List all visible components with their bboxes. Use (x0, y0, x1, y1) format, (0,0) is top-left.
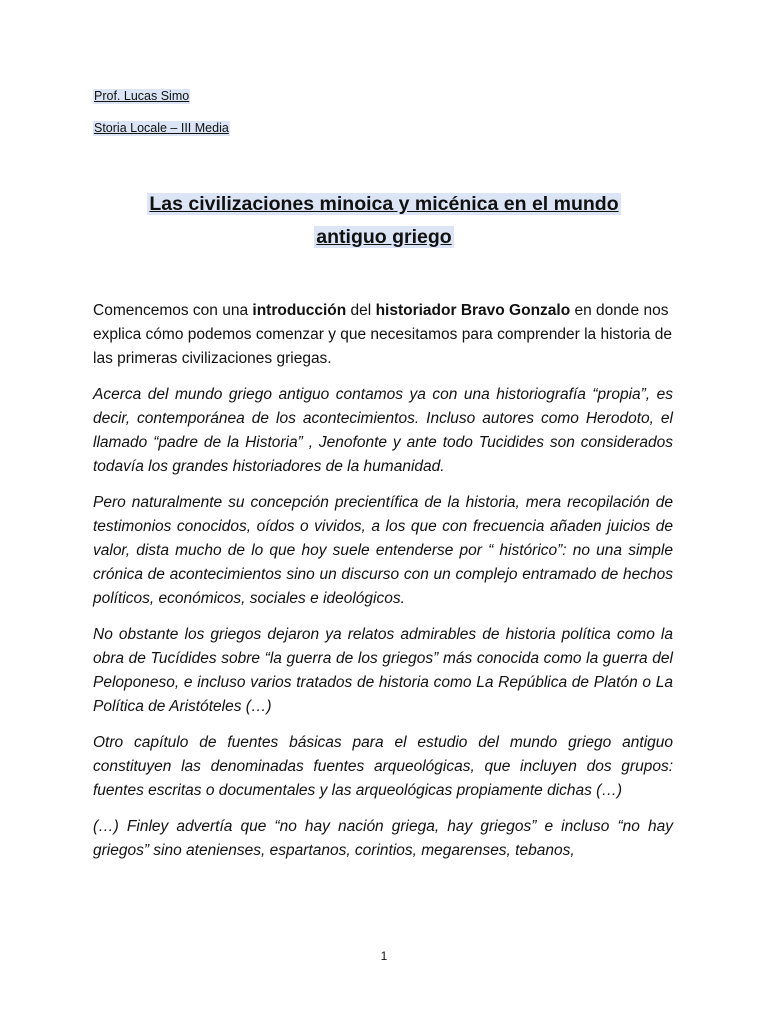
intro-text-2: del (346, 302, 376, 319)
quote-paragraph-4: Otro capítulo de fuentes básicas para el estudio del mundo griego antiguo constituyen las denominadas fuentes arqueológicas, que incluyen dos grupos: fuentes escritas o documentales y las arqueológicas propiamente dichas (…) (93, 734, 673, 799)
course-line: Storia Locale – III Media (94, 121, 229, 135)
title-line-1: Las civilizaciones minoica y micénica en el mundo (149, 193, 619, 215)
quote-paragraph-2: Pero naturalmente su concepción precientífica de la historia, mera recopilación de testimonios conocidos, oídos o vividos, a los que con frecuencia añaden juicios de valor, dista mucho de lo que hoy suele entenderse por “ histórico”: no una simple crónica de acontecimientos sino un discurso con un complejo entramado de hechos políticos, económicos, sociales e ideológicos. (93, 494, 673, 607)
intro-paragraph (93, 299, 673, 371)
title-line-2: antiguo griego (316, 226, 452, 248)
author-line: Prof. Lucas Simo (94, 89, 190, 103)
quote-paragraph-3: No obstante los griegos dejaron ya relatos admirables de historia política como la obra de Tucídides sobre “la guerra de los griegos” más conocida como la guerra del Peloponeso, e incluso varios tratados de historia como La República de Platón o La Política de Aristóteles (…) (93, 626, 673, 715)
intro-text-1: Comencemos con una (93, 302, 253, 319)
quote-paragraph-1: Acerca del mundo griego antiguo contamos ya con una historiografía “propia”, es decir, contemporánea de los acontecimientos. Incluso autores como Herodoto, el llamado “padre de la Historia” , Jenofonte y ante todo Tucidides son considerados todavía los grandes historiadores de la humanidad. (93, 386, 673, 475)
document-body (93, 299, 673, 875)
page-number: 1 (380, 949, 388, 963)
quote-paragraph-5: (…) Finley advertía que “no hay nación griega, hay griegos” e incluso “no hay griegos” sino atenienses, espartanos, corintios, megarenses, tebanos, (93, 818, 673, 859)
intro-bold-1: introducción (252, 302, 347, 319)
document-title (0, 188, 768, 254)
intro-bold-2: historiador Bravo Gonzalo (375, 302, 571, 319)
intro-text-3: en donde nos explica cómo podemos comenzar y que necesitamos para comprender la historia de las primeras civilizaciones griegas. (93, 302, 672, 367)
